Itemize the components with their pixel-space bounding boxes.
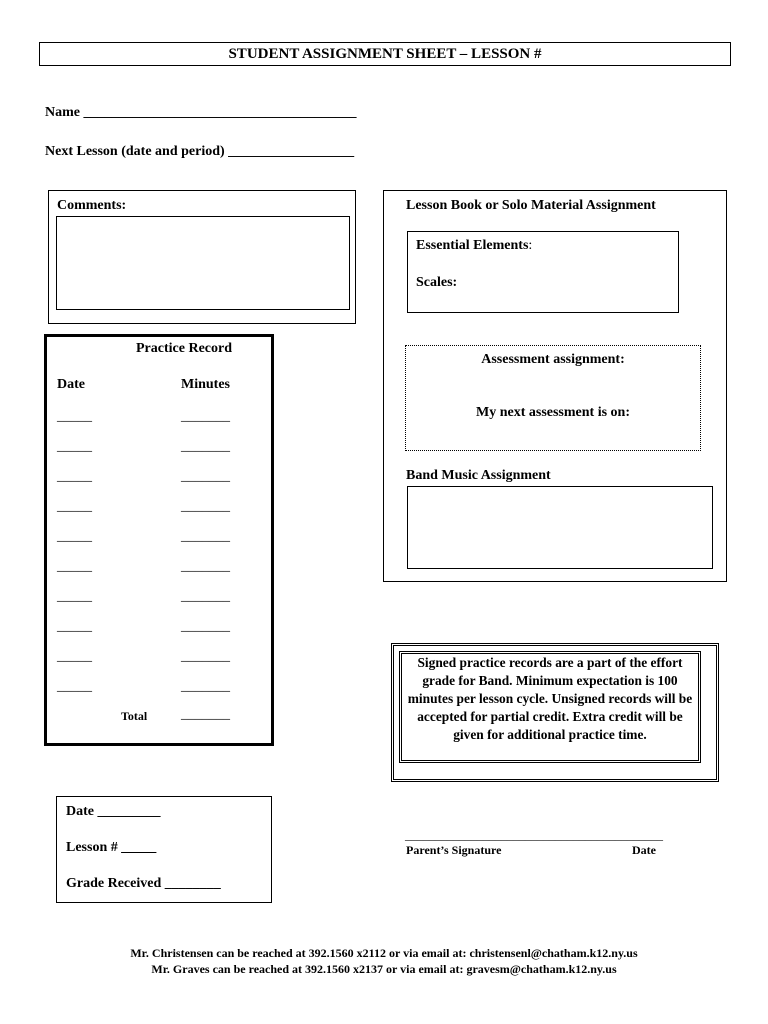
practice-minutes-blank[interactable]: _______ — [181, 589, 230, 604]
practice-row[interactable] — [47, 439, 271, 459]
band-music-heading: Band Music Assignment — [406, 468, 551, 483]
practice-row[interactable] — [47, 589, 271, 609]
practice-minutes-blank[interactable]: _______ — [181, 529, 230, 544]
next-lesson-field[interactable]: Next Lesson (date and period) __________________ — [45, 144, 355, 159]
practice-minutes-blank[interactable]: _______ — [181, 469, 230, 484]
practice-date-blank[interactable]: _____ — [57, 649, 92, 664]
comments-label: Comments: — [57, 198, 127, 213]
practice-row[interactable] — [47, 679, 271, 699]
practice-date-blank[interactable]: _____ — [57, 409, 92, 424]
practice-policy-text: Signed practice records are a part of the effort grade for Band. Minimum expectation is 100 minutes per lesson cycle. Unsigned records will be accepted for partial credit. Extra credit will be given for additional practice time. — [399, 651, 701, 763]
scales-label: Scales: — [416, 275, 458, 290]
practice-minutes-blank[interactable]: _______ — [181, 619, 230, 634]
practice-row[interactable] — [47, 649, 271, 669]
practice-date-blank[interactable]: _____ — [57, 469, 92, 484]
name-field[interactable]: Name _______________________________________ — [45, 105, 357, 120]
practice-minutes-blank[interactable]: _______ — [181, 679, 230, 694]
page-title: STUDENT ASSIGNMENT SHEET – LESSON # — [39, 42, 731, 66]
practice-row[interactable] — [47, 469, 271, 489]
practice-row[interactable] — [47, 499, 271, 519]
essential-elements-field — [416, 238, 532, 254]
practice-row[interactable] — [47, 619, 271, 639]
practice-row[interactable] — [47, 409, 271, 429]
lesson-number-label: Lesson # — [66, 840, 122, 855]
lesson-book-assignment-box[interactable] — [407, 231, 679, 313]
signature-line[interactable]: ___________________________________________ — [405, 828, 663, 842]
band-music-input[interactable] — [407, 486, 713, 569]
lesson-number-field[interactable] — [66, 840, 156, 856]
lesson-book-heading: Lesson Book or Solo Material Assignment — [406, 198, 656, 213]
signature-date-label: Date — [632, 843, 656, 857]
grade-received-field[interactable]: Grade Received ________ — [66, 876, 221, 891]
essential-elements-colon: : — [528, 238, 533, 253]
lesson-number-blank[interactable]: _____ — [121, 840, 157, 855]
date-column-header: Date — [57, 377, 85, 392]
practice-policy-notice — [391, 643, 719, 782]
total-label: Total — [121, 709, 148, 723]
practice-date-blank[interactable]: _____ — [57, 559, 92, 574]
practice-date-blank[interactable]: _____ — [57, 529, 92, 544]
essential-elements-label: Essential Elements — [416, 238, 529, 253]
practice-date-blank[interactable]: _____ — [57, 439, 92, 454]
lesson-date-field[interactable]: Date _________ — [66, 804, 161, 819]
practice-date-blank[interactable]: _____ — [57, 679, 92, 694]
practice-minutes-blank[interactable]: _______ — [181, 439, 230, 454]
practice-date-blank[interactable]: _____ — [57, 589, 92, 604]
comments-section — [48, 190, 356, 324]
practice-record-title: Practice Record — [136, 341, 232, 356]
footer-contact-graves: Mr. Graves can be reached at 392.1560 x2137 or via email at: gravesm@chatham.k12.ny.us — [151, 962, 617, 976]
assessment-assignment-label: Assessment assignment: — [481, 352, 625, 367]
practice-record-table — [44, 334, 274, 746]
parent-signature-label: Parent’s Signature — [406, 843, 502, 857]
next-assessment-label: My next assessment is on: — [476, 405, 630, 420]
assessment-section — [405, 345, 701, 451]
practice-minutes-blank[interactable]: _______ — [181, 649, 230, 664]
practice-date-blank[interactable]: _____ — [57, 619, 92, 634]
practice-date-blank[interactable]: _____ — [57, 499, 92, 514]
lesson-info-section — [56, 796, 272, 903]
minutes-column-header: Minutes — [181, 377, 230, 392]
practice-minutes-blank[interactable]: _______ — [181, 559, 230, 574]
practice-row[interactable] — [47, 559, 271, 579]
practice-minutes-blank[interactable]: _______ — [181, 499, 230, 514]
practice-minutes-blank[interactable]: _______ — [181, 409, 230, 424]
comments-input[interactable] — [56, 216, 350, 310]
total-minutes-blank[interactable]: _______ — [181, 707, 230, 722]
footer-contact-christensen: Mr. Christensen can be reached at 392.1560 x2112 or via email at: christensenl@chatham.k12.ny.us — [130, 946, 638, 960]
practice-row[interactable] — [47, 529, 271, 549]
